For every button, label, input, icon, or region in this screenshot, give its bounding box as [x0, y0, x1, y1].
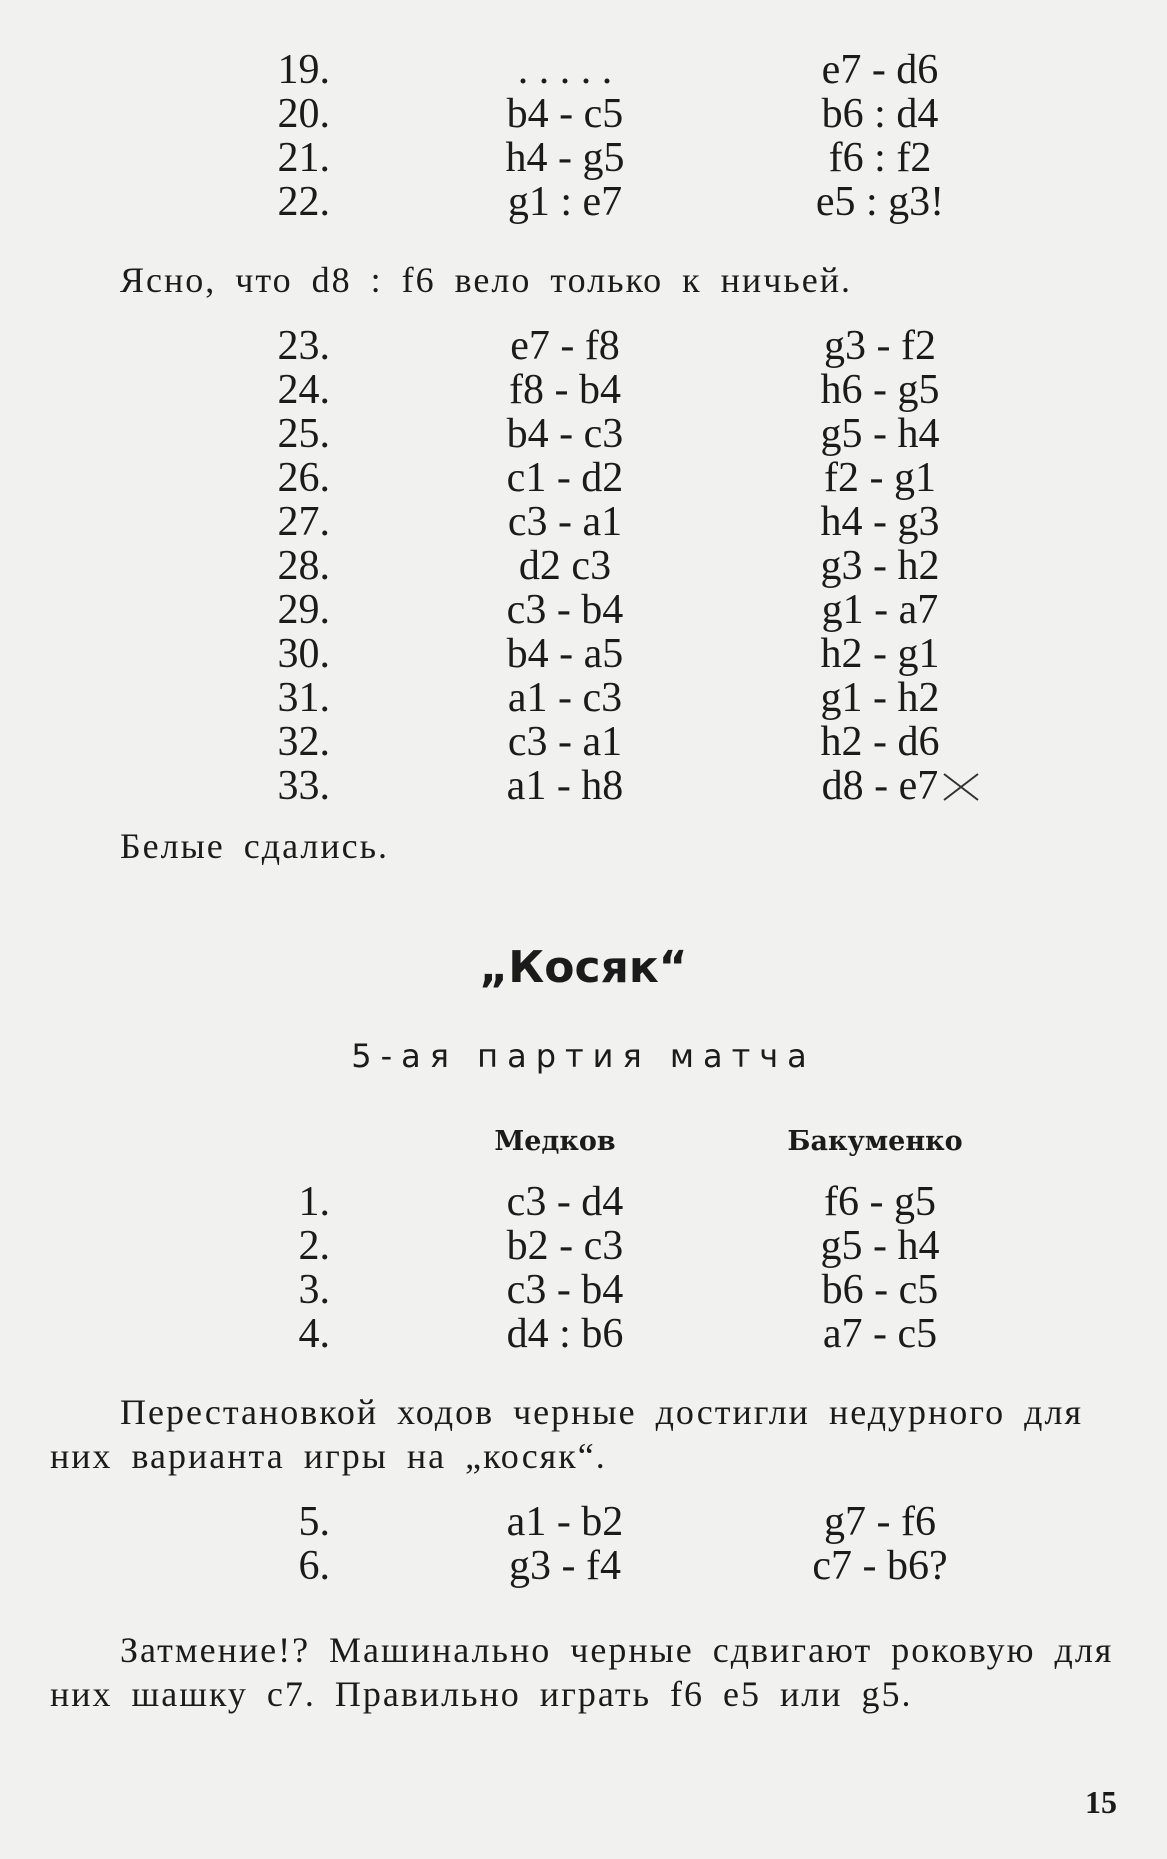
white-move: c3 - a1 — [507, 719, 623, 765]
move-number: 27. — [277, 499, 330, 545]
white-move: c3 - b4 — [506, 587, 624, 633]
move-number: 23. — [277, 323, 330, 369]
move-row — [0, 500, 1167, 544]
move-row — [0, 368, 1167, 412]
move-number: 29. — [277, 587, 330, 633]
black-move: c7 - b6? — [812, 1543, 948, 1589]
white-move: c3 - a1 — [507, 499, 623, 545]
move-number: 33. — [277, 763, 330, 809]
white-move: a1 - b2 — [506, 1499, 624, 1545]
move-number: 30. — [277, 631, 330, 677]
move-number: 4. — [298, 1311, 330, 1357]
result-paragraph — [120, 824, 1167, 868]
black-move: g5 - h4 — [820, 1223, 940, 1269]
white-move: a1 - h8 — [506, 763, 624, 809]
black-move: a7 - c5 — [822, 1311, 938, 1357]
move-number: 22. — [277, 179, 330, 225]
white-move: b4 - c5 — [506, 91, 624, 137]
move-row — [0, 1500, 1167, 1544]
move-row — [0, 588, 1167, 632]
black-move: g3 - h2 — [820, 543, 940, 589]
black-move: g1 - h2 — [820, 675, 940, 721]
result-text: Белые сдались. — [120, 826, 389, 866]
move-row — [0, 1312, 1167, 1356]
white-move: b2 - c3 — [506, 1223, 624, 1269]
move-number: 19. — [277, 47, 330, 93]
comment-text: Перестановкой ходов черные достигли недурного для них варианта игры на „косяк“. — [50, 1392, 1084, 1476]
move-row — [0, 412, 1167, 456]
black-move: f2 - g1 — [824, 455, 936, 501]
white-move: b4 - c3 — [506, 411, 624, 457]
black-move: g1 - a7 — [821, 587, 939, 633]
move-row — [0, 1544, 1167, 1588]
black-player-name: Бакуменко — [787, 1126, 963, 1157]
move-row — [0, 1224, 1167, 1268]
move-row — [0, 456, 1167, 500]
white-move: g1 : e7 — [507, 179, 623, 225]
black-move: g7 - f6 — [824, 1499, 936, 1545]
comment-text: Ясно, что d8 : f6 вело только к ничьей. — [120, 260, 852, 300]
move-row — [0, 48, 1167, 92]
black-move: e5 : g3! — [815, 179, 945, 225]
white-player-name: Медков — [494, 1126, 616, 1157]
move-number: 25. — [277, 411, 330, 457]
move-row — [0, 764, 1167, 808]
page-number: 15 — [1085, 1784, 1117, 1820]
black-move: h2 - d6 — [820, 719, 940, 765]
section-subtitle: 5-ая партия матча — [351, 1037, 816, 1075]
move-number: 3. — [298, 1267, 330, 1313]
move-number: 1. — [298, 1179, 330, 1225]
move-number: 6. — [298, 1543, 330, 1589]
white-move: d2 c3 — [518, 543, 612, 589]
white-move: c3 - b4 — [506, 1267, 624, 1313]
black-move: b6 - c5 — [821, 1267, 939, 1313]
move-row — [0, 720, 1167, 764]
moves-block-3 — [0, 1180, 1167, 1356]
white-move: h4 - g5 — [505, 135, 625, 181]
move-number: 28. — [277, 543, 330, 589]
moves-block-4 — [0, 1500, 1167, 1588]
black-move: g5 - h4 — [820, 411, 940, 457]
moves-block-1 — [0, 48, 1167, 224]
move-number: 31. — [277, 675, 330, 721]
black-move: f6 - g5 — [824, 1179, 936, 1225]
white-move: d4 : b6 — [506, 1311, 624, 1357]
black-move: d8 - e7 — [821, 763, 939, 809]
white-move: c3 - d4 — [506, 1179, 624, 1225]
black-move: e7 - d6 — [821, 47, 939, 93]
black-move: b6 : d4 — [821, 91, 939, 137]
move-number: 20. — [277, 91, 330, 137]
section-title: „Косяк“ — [479, 942, 688, 993]
move-row — [0, 136, 1167, 180]
move-row — [0, 676, 1167, 720]
cross-mark-icon — [942, 772, 980, 802]
players-header — [0, 1126, 1167, 1166]
white-move: e7 - f8 — [510, 323, 620, 369]
comment-text: Затмение!? Машинально черные сдвигают роковую для них шашку c7. Правильно играть f6 e5 или g5. — [50, 1630, 1114, 1714]
move-row — [0, 180, 1167, 224]
move-row — [0, 1268, 1167, 1312]
white-move: . . . . . — [517, 47, 613, 93]
moves-block-2 — [0, 324, 1167, 808]
move-number: 5. — [298, 1499, 330, 1545]
move-row — [0, 92, 1167, 136]
black-move: g3 - f2 — [824, 323, 936, 369]
white-move: a1 - c3 — [507, 675, 623, 721]
white-move: f8 - b4 — [509, 367, 621, 413]
black-move: h2 - g1 — [820, 631, 940, 677]
move-row — [0, 324, 1167, 368]
comment-paragraph — [50, 1390, 1120, 1478]
white-move: c1 - d2 — [506, 455, 624, 501]
move-number: 2. — [298, 1223, 330, 1269]
black-move: f6 : f2 — [828, 135, 932, 181]
move-number: 32. — [277, 719, 330, 765]
white-move: g3 - f4 — [509, 1543, 621, 1589]
move-number: 24. — [277, 367, 330, 413]
move-number: 26. — [277, 455, 330, 501]
white-move: b4 - a5 — [506, 631, 624, 677]
black-move: h4 - g3 — [820, 499, 940, 545]
black-move: h6 - g5 — [820, 367, 940, 413]
comment-paragraph — [120, 258, 1167, 302]
move-row — [0, 544, 1167, 588]
comment-paragraph — [50, 1628, 1120, 1716]
move-number: 21. — [277, 135, 330, 181]
move-row — [0, 1180, 1167, 1224]
move-row — [0, 632, 1167, 676]
